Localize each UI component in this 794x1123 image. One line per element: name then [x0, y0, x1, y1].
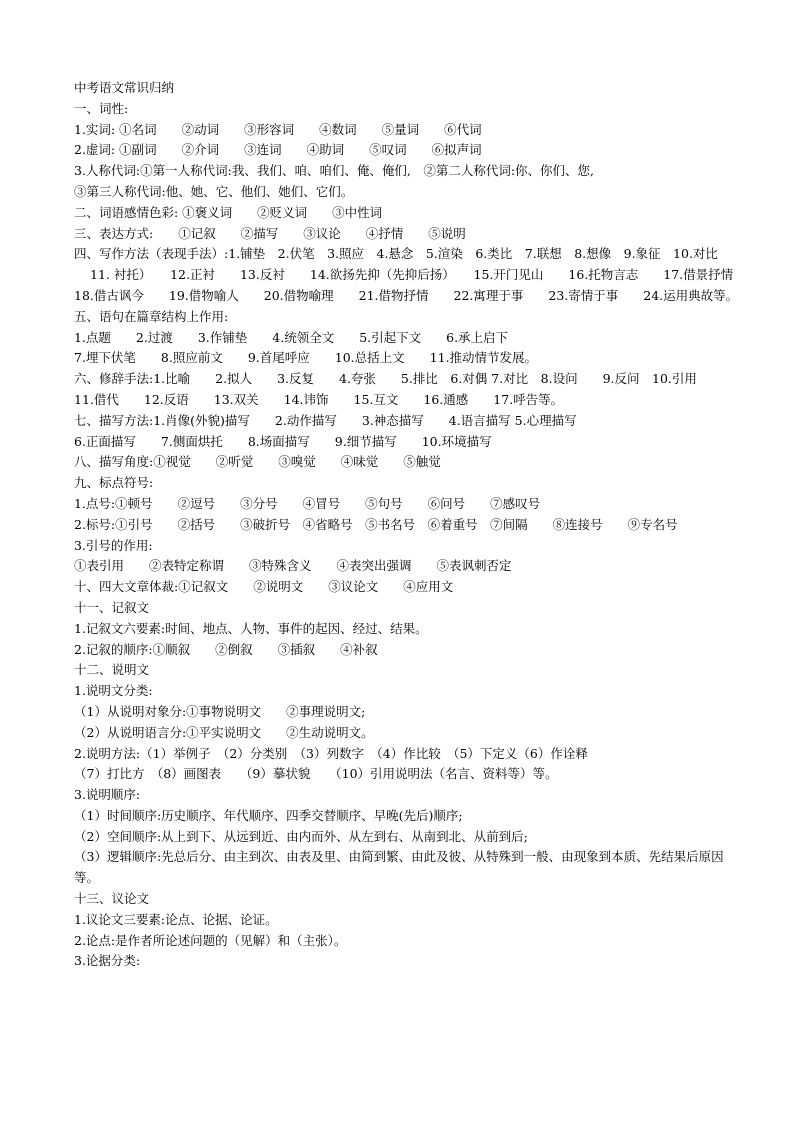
text-line: 十二、说明文 [74, 662, 150, 678]
document-page [74, 78, 740, 972]
text-line: 一、词性: [74, 100, 129, 116]
text-line: 18.借古讽今 19.借物喻人 20.借物喻理 21.借物抒情 22.寓理于事 23.寄情于事 24.运用典故等。 [74, 287, 739, 303]
text-line: 1.点号:①顿号 ②逗号 ③分号 ④冒号 ⑤句号 ⑥问号 ⑦感叹号 [74, 495, 541, 511]
text-line: 2.标号:①引号 ②括号 ③破折号 ④省略号 ⑤书名号 ⑥着重号 ⑦间隔 ⑧连接号 ⑨专名号 [74, 516, 678, 532]
text-line: 六、修辞手法:1.比喻 2.拟人 3.反复 4.夸张 5.排比 6.对偶 7.对比 8.设问 9.反问 10.引用 [74, 371, 697, 387]
text-line: 1.说明文分类: [74, 683, 153, 699]
text-line: 11.借代 12.反语 13.双关 14.讳饰 15.互文 16.通感 17.呼告等。 [74, 391, 564, 407]
text-line: 二、词语感情色彩: ①褒义词 ②贬义词 ③中性词 [74, 204, 383, 220]
text-line: 1.记叙文六要素:时间、地点、人物、事件的起因、经过、结果。 [74, 620, 428, 636]
text-line: ③第三人称代词:他、她、它、他们、她们、它们。 [74, 183, 354, 199]
text-line: 2.说明方法:（1）举例子 （2）分类别 （3）列数字 （4）作比较 （5）下定义（6）作诠释 [74, 745, 588, 761]
text-line: 1.点题 2.过渡 3.作铺垫 4.统领全文 5.引起下文 6.承上启下 [74, 329, 509, 345]
text-line: 八、描写角度:①视觉 ②听觉 ③嗅觉 ④味觉 ⑤触觉 [74, 454, 441, 470]
text-line: （3）逻辑顺序:先总后分、由主到次、由表及里、由简到繁、由此及彼、从特殊到一般、由现象到本质、先结果后原因等。 [74, 849, 724, 886]
text-line: 十、四大文章体裁:①记叙文 ②说明文 ③议论文 ④应用文 [74, 579, 454, 595]
text-line: 2.论点:是作者所论述问题的（见解）和（主张）。 [74, 932, 347, 948]
text-line: 十一、记叙文 [74, 599, 150, 615]
text-line: 1.实词: ①名词 ②动词 ③形容词 ④数词 ⑤量词 ⑥代词 [74, 121, 482, 137]
text-line: 七、描写方法:1.肖像(外貌)描写 2.动作描写 3.神态描写 4.语言描写 5.心理描写 [74, 412, 577, 428]
text-line: （2）空间顺序:从上到下、从远到近、由内而外、从左到右、从南到北、从前到后; [74, 828, 528, 844]
text-line: ①表引用 ②表特定称谓 ③特殊含义 ④表突出强调 ⑤表讽刺否定 [74, 558, 512, 574]
text-line: （1）从说明对象分:①事物说明文 ②事理说明文; [74, 703, 366, 719]
text-line: 6.正面描写 7.侧面烘托 8.场面描写 9.细节描写 10.环境描写 [74, 433, 492, 449]
text-line: 3.人称代词:①第一人称代词:我、我们、咱、咱们、俺、俺们, ②第二人称代词:你、你们、您, [74, 163, 595, 179]
text-line: 3.论据分类: [74, 953, 141, 969]
text-line: 九、标点符号: [74, 475, 154, 491]
text-line: 3.说明顺序: [74, 787, 141, 803]
text-line: 三、表达方式: ①记叙 ②描写 ③议论 ④抒情 ⑤说明 [74, 225, 466, 241]
text-line: 五、语句在篇章结构上作用: [74, 308, 229, 324]
document-title: 中考语文常识归纳 [74, 80, 175, 95]
text-line: （7）打比方 （8）画图表 （9）摹状貌 （10）引用说明法（名言、资料等）等。 [74, 766, 558, 782]
text-line: 7.埋下伏笔 8.照应前文 9.首尾呼应 10.总括上文 11.推动情节发展。 [74, 350, 538, 366]
text-line: 2.记叙的顺序:①顺叙 ②倒叙 ③插叙 ④补叙 [74, 641, 378, 657]
text-line: 1.议论文三要素:论点、论据、论证。 [74, 911, 278, 927]
text-line: 十三、议论文 [74, 891, 150, 907]
text-line: 四、写作方法（表现手法）:1.铺垫 2.伏笔 3.照应 4.悬念 5.渲染 6.类比 7.联想 8.想像 9.象征 10.对比 [74, 246, 718, 262]
text-line: 3.引号的作用: [74, 537, 153, 553]
text-line: （2）从说明语言分:①平实说明文 ②生动说明文。 [74, 724, 374, 740]
text-line: 11. 衬托） 12.正衬 13.反衬 14.欲扬先抑（先抑后扬） 15.开门见山 16.托物言志 17.借景抒情 [90, 267, 734, 283]
text-line: （1）时间顺序:历史顺序、年代顺序、四季交替顺序、早晚(先后)顺序; [74, 807, 463, 823]
text-line: 2.虚词: ①副词 ②介词 ③连词 ④助词 ⑤叹词 ⑥拟声词 [74, 142, 482, 158]
